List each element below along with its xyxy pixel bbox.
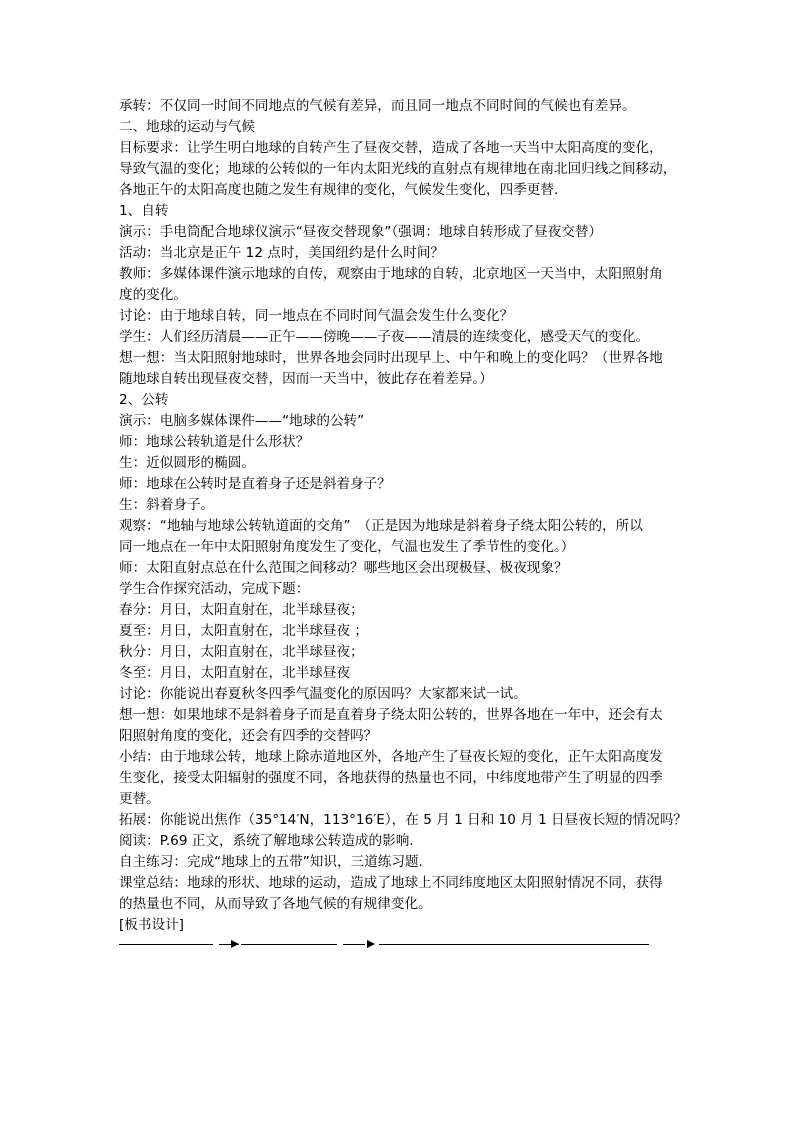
text-line: 生：近似圆形的椭圆。	[119, 455, 255, 471]
text-line: 承转：不仅同一时间不同地点的气候有差异，而且同一地点不同时间的气候也有差异。	[119, 98, 636, 114]
exercise-line: 夏至：月日，太阳直射在，北半球昼夜 ；	[119, 623, 369, 639]
subsection-heading: 2、公转	[119, 392, 169, 408]
text-line: 同一地点在一年中太阳照射角度发生了变化，气温也发生了季节性的变化。）	[119, 539, 575, 555]
text-line: 小结：由于地球公转，地球上除赤道地区外，各地产生了昼夜长短的变化，正午太阳高度发	[119, 749, 663, 765]
text-line: 的热量也不同，从而导致了各地气候的有规律变化。	[119, 896, 432, 912]
text-line: 讨论：由于地球自转，同一地点在不同时间气温会发生什么变化？	[119, 308, 514, 324]
text-line: 导致气温的变化；地球的公转似的一年内太阳光线的直射点有规律地在南北回归线之间移动，	[119, 161, 677, 177]
text-line: 生变化，接受太阳辐射的强度不同，各地获得的热量也不同，中纬度地带产生了明显的四季	[119, 770, 663, 786]
text-line: 想一想：当太阳照射地球时，世界各地会同时出现早上、中午和晚上的变化吗？（世界各地	[119, 350, 663, 366]
text-line: 拓展：你能说出焦作（35°14′N，113°16′E），在 5 月 1 日和 10 月 1 日昼夜长短的情况吗？	[119, 812, 687, 828]
flow-line-segment	[379, 944, 649, 945]
text-line: 自主练习：完成“地球上的五带”知识，三道练习题.	[119, 854, 423, 870]
text-line: 活动：当北京是正午 12 点时，美国纽约是什么时间？	[119, 245, 445, 261]
exercise-line: 秋分：月日，太阳直射在，北半球昼夜；	[119, 644, 364, 660]
subsection-heading: 1、自转	[119, 203, 169, 219]
exercise-line: 春分：月日，太阳直射在，北半球昼夜；	[119, 602, 364, 618]
text-line: 想一想：如果地球不是斜着身子而是直着身子绕太阳公转的，世界各地在一年中，还会有太	[119, 707, 663, 723]
text-line: 目标要求：让学生明白地球的自转产生了昼夜交替，造成了各地一天当中太阳高度的变化，	[119, 140, 663, 156]
text-line: 教师：多媒体课件演示地球的自传，观察由于地球的自转，北京地区一天当中，太阳照射角	[119, 266, 663, 282]
text-line: 学生：人们经历清晨——正午——傍晚——子夜——清晨的连续变化，感受天气的变化。	[119, 329, 650, 345]
text-line: 阳照射角度的变化，还会有四季的交替吗？	[119, 728, 378, 744]
flow-line-segment	[241, 944, 337, 945]
flow-arrow-icon	[231, 940, 239, 948]
flow-line-segment	[119, 944, 213, 945]
section-heading: 二、地球的运动与气候	[119, 119, 255, 135]
text-line: 学生合作探究活动，完成下题：	[119, 581, 310, 597]
text-line: 阅读：P.69 正文，系统了解地球公转造成的影响.	[119, 833, 414, 849]
text-line: 生：斜着身子。	[119, 497, 215, 513]
exercise-line: 冬至：月日，太阳直射在，北半球昼夜	[119, 665, 351, 681]
flow-line-segment	[343, 944, 365, 945]
text-line: 师：地球公转轨道是什么形状？	[119, 434, 310, 450]
text-line: 度的变化。	[119, 287, 187, 303]
text-line: 课堂总结：地球的形状、地球的运动，造成了地球上不同纬度地区太阳照射情况不同，获得	[119, 875, 663, 891]
text-line: 各地正午的太阳高度也随之发生有规律的变化，气候发生变化，四季更替.	[119, 182, 559, 198]
text-line: 随地球自转出现昼夜交替，因而一天当中，彼此存在着差异。）	[119, 371, 493, 387]
text-line: 师：地球在公转时是直着身子还是斜着身子？	[119, 476, 391, 492]
text-line: 演示：电脑多媒体课件——“地球的公转”	[119, 413, 365, 429]
text-line: 讨论：你能说出春夏秋冬四季气温变化的原因吗？大家都来试一试。	[119, 686, 527, 702]
flow-arrow-icon	[367, 940, 375, 948]
board-design-heading: [板书设计]	[119, 917, 184, 933]
text-line: 演示：手电筒配合地球仪演示“昼夜交替现象”（强调：地球自转形成了昼夜交替）	[119, 224, 603, 240]
document-body	[119, 96, 687, 952]
text-line: 观察：“地轴与地球公转轨道面的交角” （正是因为地球是斜着身子绕太阳公转的，所以	[119, 518, 643, 534]
board-design-flow-diagram	[119, 938, 659, 952]
text-line: 更替。	[119, 791, 160, 807]
text-line: 师：太阳直射点总在什么范围之间移动？哪些地区会出现极昼、极夜现象？	[119, 560, 568, 576]
